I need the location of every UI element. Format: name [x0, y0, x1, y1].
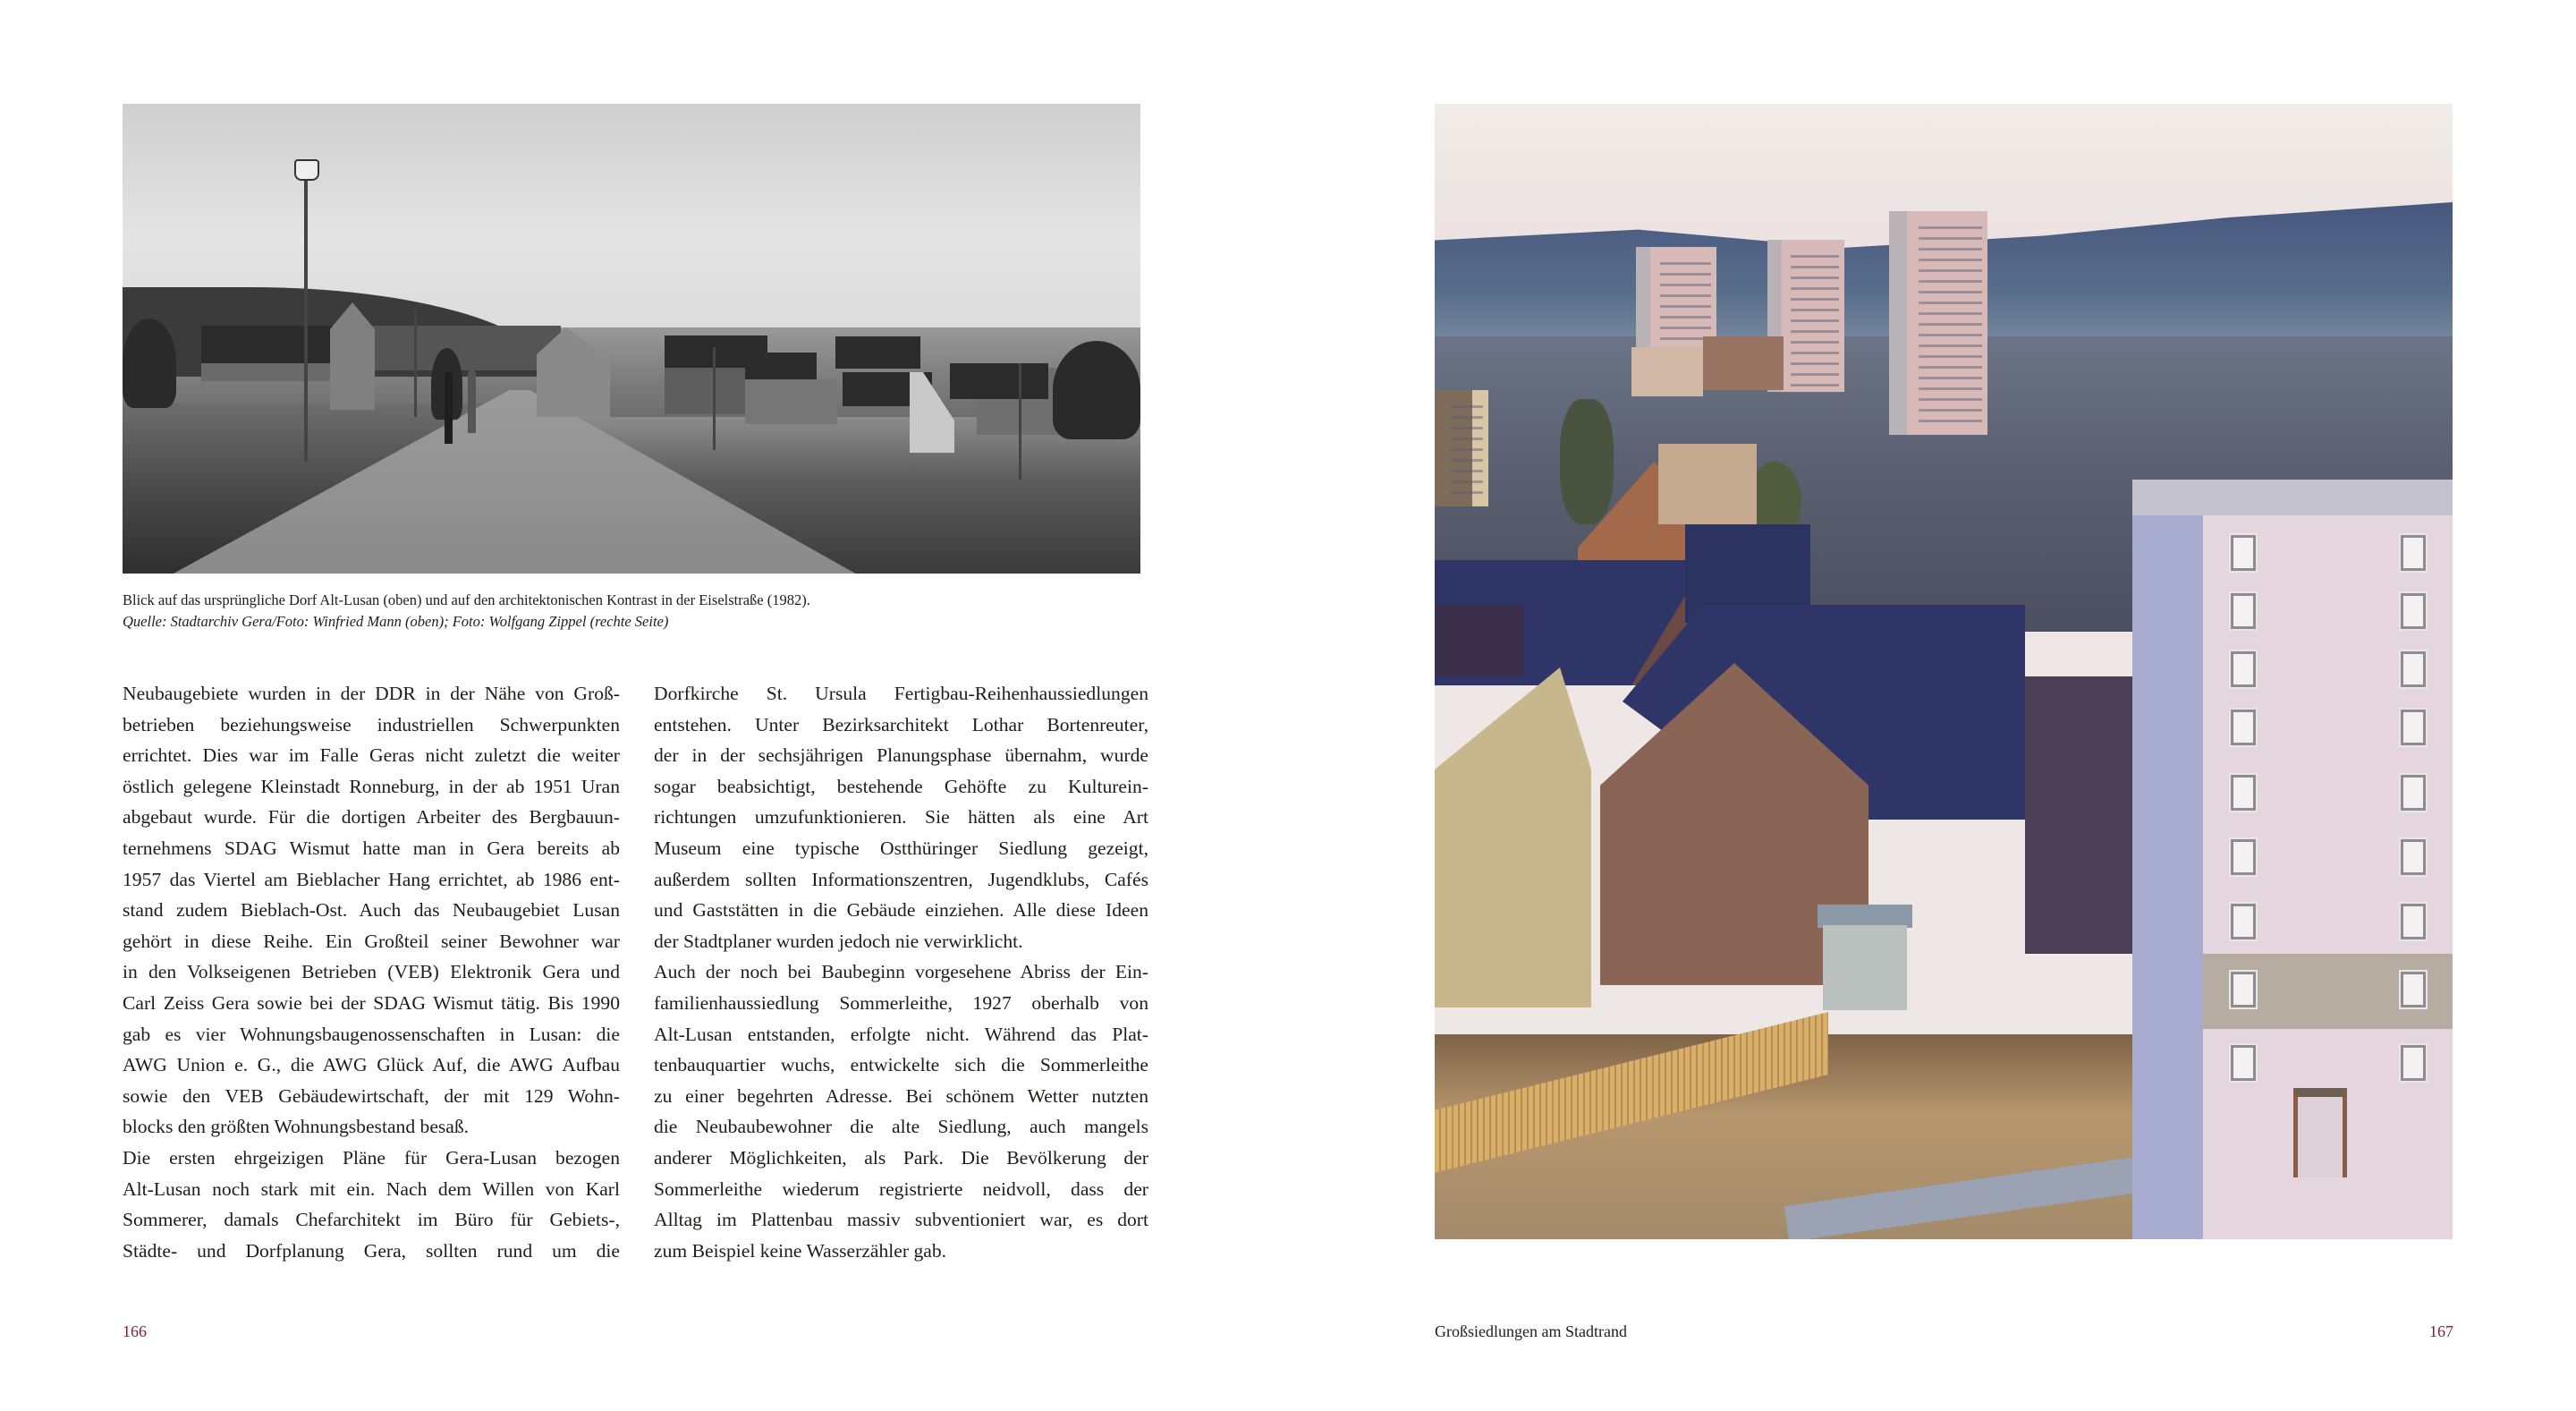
- text-line: der in der sechsjährigen Planungsphase übernahm, wurde: [654, 744, 1148, 767]
- photo-window: [2229, 773, 2258, 812]
- text-line: entstehen. Unter Bezirksarchitekt Lothar Bortenreuter,: [654, 713, 1148, 735]
- figure-caption: [123, 590, 1140, 633]
- photo-window: [2399, 902, 2428, 941]
- text-line: gab es vier Wohnungsbaugenossenschaften in Lusan: die: [123, 1023, 620, 1045]
- text-line: Die ersten ehrgeizigen Pläne für Gera-Lusan bezogen: [123, 1146, 620, 1169]
- text-line: familienhaussiedlung Sommerleithe, 1927 oberhalb von: [654, 991, 1148, 1014]
- photo-plattenbau-roof: [2132, 480, 2453, 515]
- text-line: blocks den größten Wohnungsbestand besaß.: [123, 1116, 470, 1138]
- text-line: außerdem sollten Informationszentren, Jugendklubs, Cafés: [654, 868, 1148, 890]
- photo-house: [665, 368, 745, 414]
- text-line: Museum eine typische Ostthüringer Siedlung gezeigt,: [654, 837, 1148, 859]
- text-line: sogar beabsichtigt, bestehende Gehöfte zu Kulturein-: [654, 775, 1148, 797]
- photo-entrance: [2293, 1088, 2347, 1177]
- photo-plattenbau: [2132, 515, 2453, 1239]
- photo-eiselstrasse-color: [1435, 104, 2453, 1239]
- photo-house: [745, 379, 837, 424]
- photo-shed: [1823, 925, 1907, 1010]
- body-text-column-2: [654, 678, 1148, 1266]
- text-line: Städte- und Dorfplanung Gera, sollten rund um die: [123, 1239, 620, 1262]
- photo-window: [2229, 902, 2258, 941]
- text-line: der Stadtplaner wurden jedoch nie verwirklicht.: [654, 930, 1023, 952]
- photo-window: [2399, 837, 2428, 877]
- photo-house-roof: [950, 363, 1048, 399]
- text-line: zum Beispiel keine Wasserzähler gab.: [654, 1239, 947, 1262]
- text-line: in den Volkseigenen Betrieben (VEB) Elektronik Gera und: [123, 961, 620, 983]
- photo-lamp-pole: [304, 175, 308, 462]
- text-line: zu einer begehrten Adresse. Bei schönem Wetter nutzten: [654, 1084, 1148, 1107]
- photo-window: [2399, 591, 2428, 631]
- photo-roof: [1435, 605, 1524, 676]
- caption-credit: Quelle: Stadtarchiv Gera/Foto: Winfried Mann (oben); Foto: Wolfgang Zippel (rechte Seite): [123, 613, 669, 630]
- photo-window: [2229, 591, 2258, 631]
- photo-window: [2229, 1043, 2258, 1083]
- photo-house-roof: [745, 353, 817, 381]
- photo-window: [2229, 970, 2258, 1009]
- text-line: stand zudem Bieblach-Ost. Auch das Neubaugebiet Lusan: [123, 899, 620, 922]
- page-number-left: 166: [123, 1322, 147, 1340]
- text-line: tenbauquartier wuchs, entwickelte sich die Sommerleithe: [654, 1054, 1148, 1076]
- text-line: betrieben beziehungsweise industriellen Schwerpunkten: [123, 713, 620, 735]
- text-line: Alt-Lusan entstanden, erfolgte nicht. Während das Plat-: [654, 1023, 1148, 1045]
- photo-lamp-pole: [1019, 363, 1021, 480]
- photo-window: [2399, 773, 2428, 812]
- photo-tree: [1560, 399, 1614, 524]
- photo-window: [2229, 837, 2258, 877]
- photo-villa: [1631, 347, 1703, 396]
- photo-villa: [1658, 444, 1757, 524]
- photo-barn-roof: [201, 326, 344, 366]
- body-text-column-1: [123, 678, 620, 1266]
- text-line: ternehmens SDAG Wismut hatte man in Gera bereits ab: [123, 837, 620, 859]
- photo-lamp-pole: [713, 347, 716, 450]
- photo-window: [2229, 533, 2258, 573]
- photo-pedestrian: [445, 372, 453, 444]
- photo-window: [2229, 650, 2258, 689]
- text-line: sowie den VEB Gebäudewirtschaft, der mit 129 Wohn-: [123, 1084, 620, 1107]
- photo-tower-block: [1889, 211, 1987, 435]
- photo-yellow-house: [1435, 667, 1591, 1007]
- text-line: und Gaststätten in die Gebäude einziehen. Alle diese Ideen: [654, 899, 1148, 922]
- page-number-right: 167: [2429, 1322, 2453, 1340]
- text-line: Alltag im Plattenbau massiv subventioniert war, es dort: [654, 1209, 1148, 1231]
- photo-shadow: [2025, 676, 2132, 954]
- photo-house-roof: [835, 336, 920, 369]
- text-line: Neubaugebiete wurden in der DDR in der Nähe von Groß-: [123, 683, 620, 704]
- photo-window: [2399, 1043, 2428, 1083]
- photo-window: [2399, 650, 2428, 689]
- photo-window: [2229, 708, 2258, 747]
- photo-tree: [123, 319, 176, 408]
- photo-lamp-pole: [414, 310, 417, 417]
- photo-window: [2399, 708, 2428, 747]
- text-line: richtungen umzufunktionieren. Sie hätten als eine Art: [654, 806, 1148, 829]
- text-line: Alt-Lusan noch stark mit ein. Nach dem Willen von Karl: [123, 1177, 620, 1200]
- photo-tree: [1053, 341, 1140, 439]
- photo-pedestrian: [468, 370, 476, 433]
- text-line: errichtet. Dies war im Falle Geras nicht zuletzt die weiter: [123, 744, 620, 767]
- text-line: gehört in diese Reihe. Ein Großteil seiner Bewohner war: [123, 930, 620, 952]
- text-line: abgebaut wurde. Für die dortigen Arbeiter des Bergbauun-: [123, 806, 620, 829]
- photo-alt-lusan-bw: [123, 104, 1140, 574]
- photo-white-house: [910, 372, 954, 453]
- text-line: Sommerleithe wiederum registrierte neidvoll, dass der: [654, 1177, 1148, 1200]
- caption-text: Blick auf das ursprüngliche Dorf Alt-Lusan (oben) und auf den architektonischen Kontrast in der Eiselstraße (1982).: [123, 591, 810, 608]
- text-line: die Neubaubewohner die alte Siedlung, auch mangels: [654, 1116, 1148, 1138]
- text-line: 1957 das Viertel am Bieblacher Hang errichtet, ab 1986 ent-: [123, 868, 620, 890]
- text-line: Dorfkirche St. Ursula Fertigbau-Reihenhaussiedlungen: [654, 683, 1148, 704]
- text-line: östlich gelegene Kleinstadt Ronneburg, in der ab 1951 Uran: [123, 775, 620, 797]
- text-line: Sommerer, damals Chefarchitekt im Büro für Gebiets-,: [123, 1209, 620, 1231]
- photo-window: [2399, 533, 2428, 573]
- photo-window: [2399, 970, 2428, 1009]
- text-line: Auch der noch bei Baubeginn vorgesehene Abriss der Ein-: [654, 961, 1148, 983]
- photo-apartment-block: [1435, 390, 1488, 506]
- photo-barn: [201, 363, 335, 381]
- running-head: Großsiedlungen am Stadtrand: [1435, 1322, 1627, 1340]
- text-line: Carl Zeiss Gera sowie bei der SDAG Wismut tätig. Bis 1990: [123, 991, 620, 1014]
- photo-lamp: [294, 159, 319, 181]
- photo-villa: [1703, 336, 1784, 390]
- text-line: anderer Möglichkeiten, als Park. Die Bevölkerung der: [654, 1146, 1148, 1169]
- text-line: AWG Union e. G., die AWG Glück Auf, die AWG Aufbau: [123, 1054, 620, 1076]
